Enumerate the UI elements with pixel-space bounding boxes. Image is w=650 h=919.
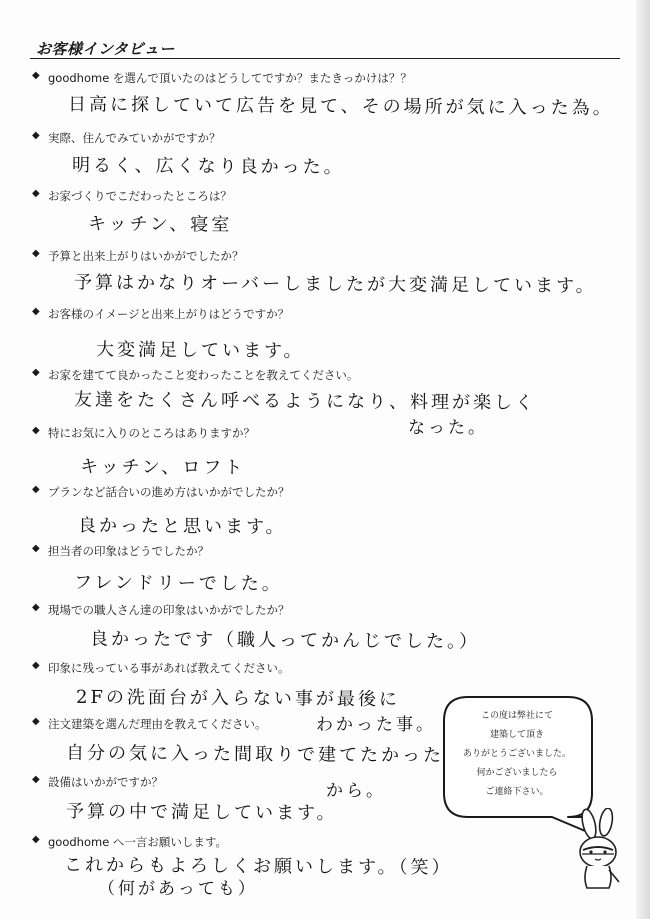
bubble-line: 建築して頂き	[489, 730, 544, 740]
answer-handwriting: 2Fの洗面台が入らない事が最後に	[75, 686, 401, 711]
answer-handwriting: 予算の中で満足しています。	[65, 801, 338, 824]
rabbit-mascot-icon	[573, 808, 625, 894]
question-text: ◆ プランなど話合いの進め方はいかがでしたか？	[48, 484, 290, 500]
question-text: ◆ 注文建築を選んだ理由を教えてください。	[48, 716, 267, 732]
question-text: ◆ goodhome へ一言お願いします。	[48, 834, 227, 850]
answer-handwriting: 良かったと思います。	[77, 515, 287, 538]
answer-handwriting: フレンドリーでした。	[73, 572, 283, 595]
question-text: ◆ 現場での職人さん達の印象はいかがでしたか？	[48, 602, 290, 618]
answer-handwriting-continued: （何があっても）	[98, 879, 258, 899]
answer-handwriting: 自分の気に入った間取りで建てたかった	[65, 742, 445, 767]
answer-handwriting: キッチン、ロフト	[79, 456, 246, 479]
question-text: ◆ お家づくりでこだわったところは？	[48, 188, 232, 204]
answer-handwriting: 友達をたくさん呼べるようになり、料理が楽しく	[73, 389, 537, 414]
question-text: ◆ 予算と出来上がりはいかがでしたか？	[48, 248, 244, 264]
answer-handwriting-continued: わかった事。	[316, 715, 436, 735]
answer-handwriting: キッチン、寝室	[87, 213, 233, 236]
bubble-message	[448, 707, 586, 802]
bubble-line: ありがとうございました。	[462, 749, 571, 759]
question-text: ◆ お客様のイメージと出来上がりはどうですか？	[48, 306, 289, 322]
title-divider	[30, 58, 620, 59]
question-text: ◆ goodhome を選んで頂いたのはどうしてですか？またきっかけは？？	[48, 70, 412, 86]
question-text: ◆ 設備はいかがですか？	[48, 774, 163, 790]
answer-handwriting: 良かったです（職人ってかんじでした。）	[89, 628, 481, 653]
question-text: ◆ お家を建てて良かったこと変わったことを教えてください。	[48, 367, 358, 383]
question-text: ◆ 印象に残っている事があれば教えてください。	[48, 660, 290, 676]
question-text: ◆ 特にお気に入りのところはありますか？	[48, 425, 255, 441]
question-text: ◆ 担当者の印象はどうでしたか？	[48, 543, 209, 559]
answer-handwriting: 明るく、広くなり良かった。	[71, 155, 345, 178]
answer-handwriting-continued: から。	[326, 781, 386, 801]
bubble-line: この度は弊社にて	[480, 711, 553, 721]
answer-handwriting-continued: なった。	[408, 418, 488, 438]
bubble-line: ご連絡下さい。	[485, 787, 549, 797]
question-text: ◆ 実際、住んでみていかがですか？	[48, 130, 221, 146]
answer-handwriting: 予算はかなりオーバーしましたが大変満足しています。	[73, 272, 597, 297]
page-title: お客様インタビュー	[36, 40, 175, 58]
answer-handwriting: 日高に探していて広告を見て、その場所が気に入った為。	[67, 94, 614, 119]
bubble-line: 何かございましたら	[476, 768, 558, 778]
answer-handwriting: 大変満足しています。	[95, 339, 305, 362]
answer-handwriting: これからもよろしくお願いします。（笑）	[63, 854, 453, 879]
scan-edge	[636, 0, 650, 919]
